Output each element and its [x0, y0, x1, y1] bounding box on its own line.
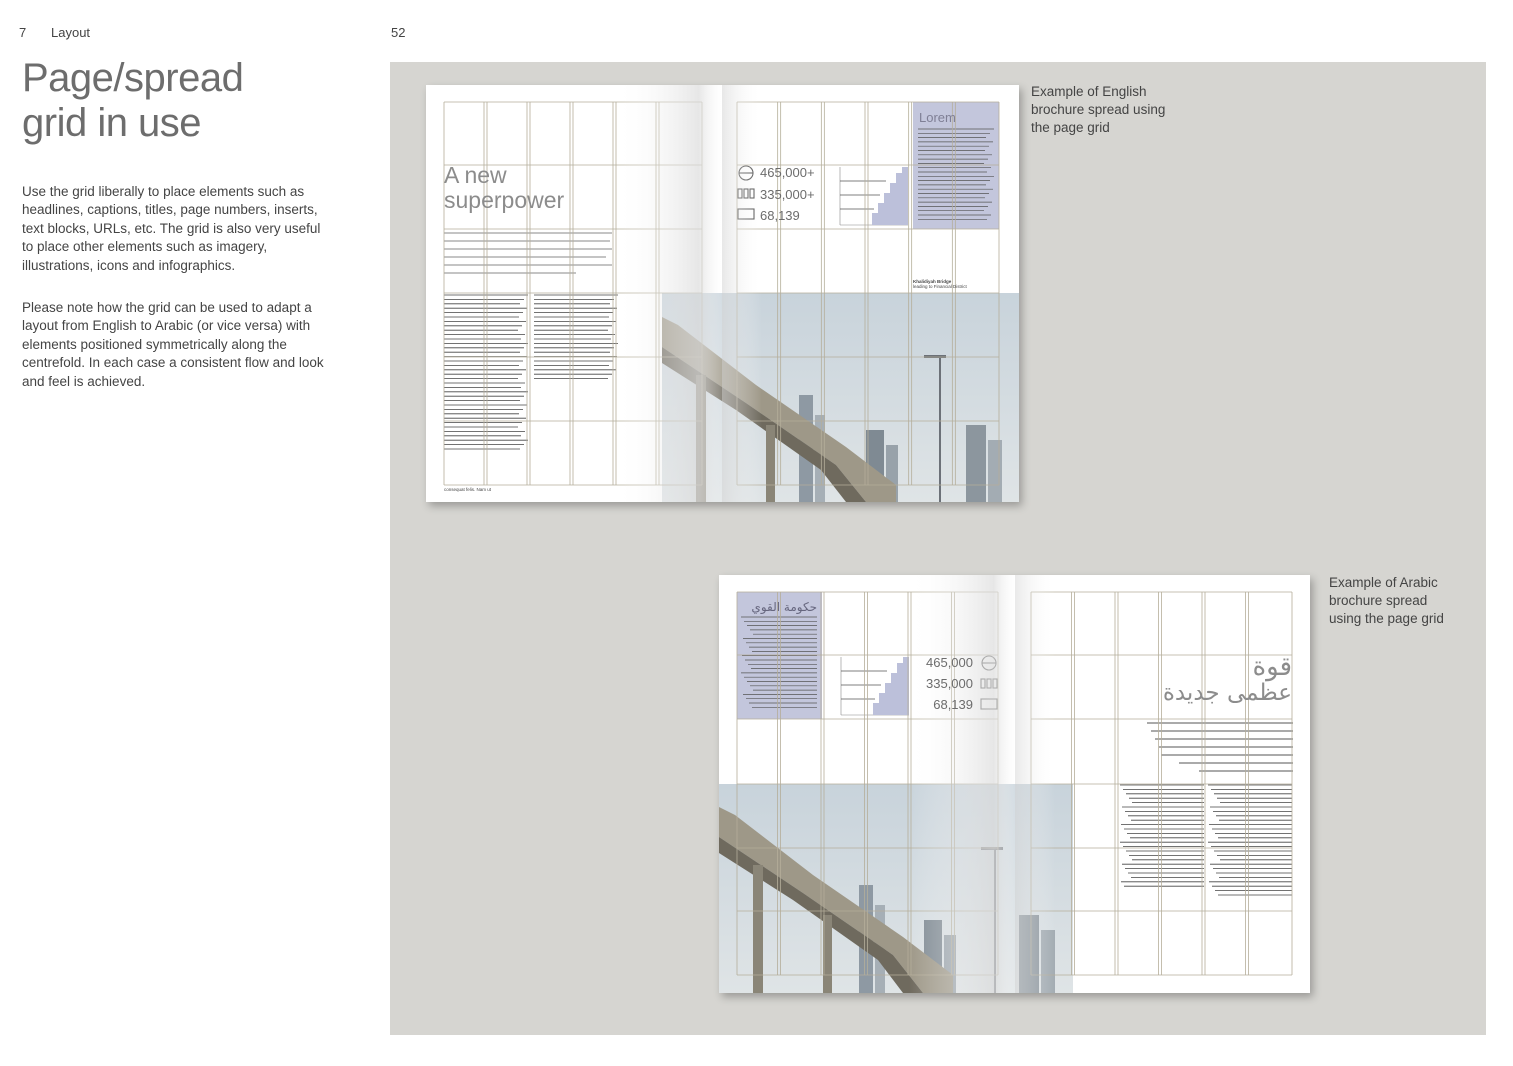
arabic-headline-line2: عظمى جديدة [1162, 680, 1292, 706]
section-number: 7 [19, 25, 27, 40]
mini-area-chart [840, 167, 908, 225]
page-title-line1: Page/spread [22, 56, 244, 100]
arabic-spread-artwork [719, 575, 1310, 993]
english-spread-artwork [426, 85, 1019, 502]
arabic-body-text [1147, 723, 1293, 771]
small-text-col2 [534, 295, 618, 379]
page-title-line2: grid in use [22, 101, 202, 145]
arabic-small-text-col2 [1120, 785, 1204, 886]
arabic-mini-area-chart [841, 657, 909, 715]
arabic-stat-population: 465,000 [926, 655, 973, 670]
section-title: Layout [51, 25, 91, 40]
stat-population: 465,000+ [760, 165, 815, 180]
note-paragraph: Please note how the grid can be used to adapt a layout from English to Arabic (or vice versa) with elements positioned symmetrically along the centrefold. In each case a consistent flow and look and feel is achieved. [22, 300, 324, 389]
body-text-columns [444, 233, 612, 273]
small-text-col1 [444, 295, 528, 449]
image-caption: Khalidiyah Bridge [913, 279, 952, 284]
english-spread [426, 85, 1019, 502]
english-headline-line1: A new [444, 162, 507, 188]
stat-employees: 335,000+ [760, 187, 815, 202]
english-footer: consequat felis. Nam ut [444, 487, 492, 492]
page-number: 52 [391, 25, 406, 40]
arabic-stat-companies: 68,139 [933, 697, 973, 712]
arabic-small-text-col1 [1208, 785, 1292, 895]
arabic-spread [719, 575, 1310, 993]
page-title [22, 56, 243, 146]
english-headline-line2: superpower [444, 187, 565, 213]
arabic-headline-line1: قوة [1252, 652, 1292, 682]
english-spread-caption: Example of English brochure spread using the page grid [1031, 84, 1166, 136]
arabic-stat-employees: 335,000 [926, 676, 973, 691]
image-caption-sub: leading to Financial District [913, 284, 967, 289]
arabic-box-title: حكومة القوي [751, 600, 817, 614]
arabic-spread-caption: Example of Arabic brochure spread using the page grid [1329, 575, 1444, 627]
intro-paragraph: Use the grid liberally to place elements such as headlines, captions, titles, page numbers, inserts, text blocks, URLs, etc. The grid is also very useful to place other elements such as imagery, illustrations, icons and infographics. [22, 184, 321, 273]
lorem-box-title: Lorem [919, 110, 956, 125]
stat-companies: 68,139 [760, 208, 800, 223]
